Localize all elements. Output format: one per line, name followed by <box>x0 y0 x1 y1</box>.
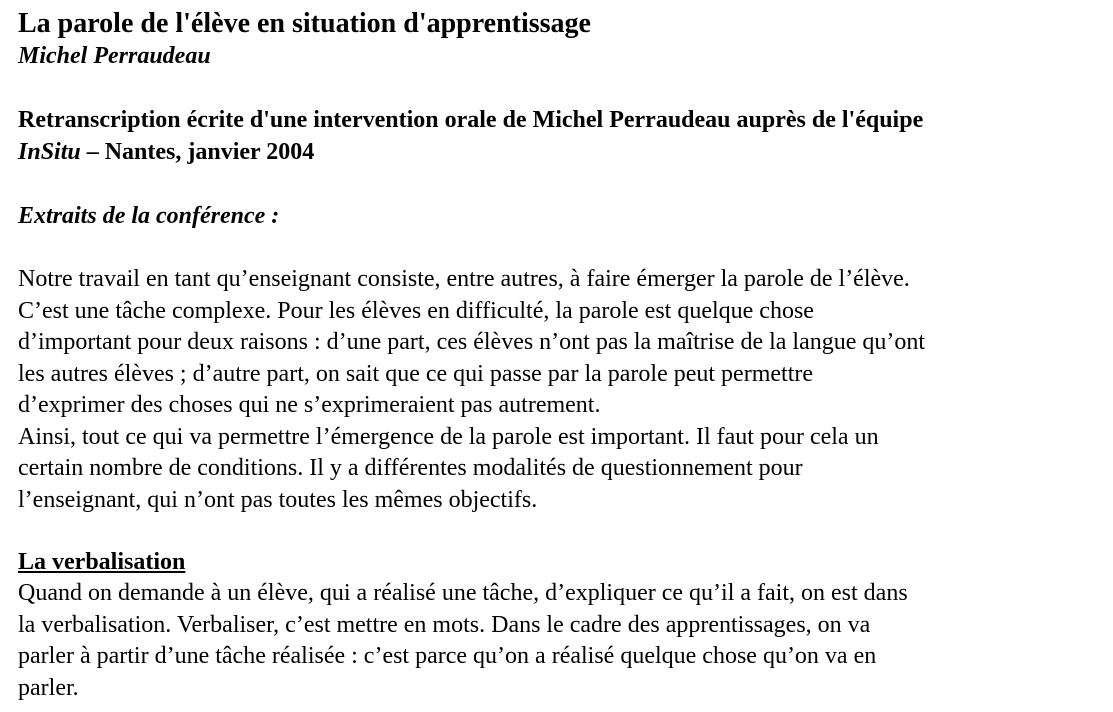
subtitle-place-date: – Nantes, janvier 2004 <box>80 139 315 165</box>
extracts-heading: Extraits de la conférence : <box>18 203 280 229</box>
paragraph-line: certain nombre de conditions. Il y a différentes modalités de questionnement pour <box>18 455 803 481</box>
paragraph-line: Quand on demande à un élève, qui a réalisé une tâche, d’expliquer ce qu’il a fait, on est dans <box>18 580 908 606</box>
paragraph-line: Notre travail en tant qu’enseignant consiste, entre autres, à faire émerger la parole de l’élève. <box>18 266 910 292</box>
paragraph-line: parler à partir d’une tâche réalisée : c’est parce qu’on a réalisé quelque chose qu’on va en <box>18 643 877 669</box>
document-title: La parole de l'élève en situation d'apprentissage <box>18 8 591 39</box>
paragraph-line: C’est une tâche complexe. Pour les élèves en difficulté, la parole est quelque chose <box>18 297 814 324</box>
paragraph-line: d’important pour deux raisons : d’une part, ces élèves n’ont pas la maîtrise de la langue qu’ont <box>18 329 926 355</box>
document-page <box>18 8 1098 704</box>
paragraph-line: l’enseignant, qui n’ont pas toutes les mêmes objectifs. <box>18 486 538 513</box>
paragraph-line: la verbalisation. Verbaliser, c’est mettre en mots. Dans le cadre des apprentissages, on va <box>18 611 871 638</box>
document-subtitle <box>18 104 1098 168</box>
paragraph-line: les autres élèves ; d’autre part, on sait que ce qui passe par la parole peut permettre <box>18 360 813 387</box>
paragraph-verbalisation <box>18 578 1098 704</box>
paragraph-intro <box>18 264 1098 516</box>
subtitle-line-1: Retranscription écrite d'une intervention orale de Michel Perraudeau auprès de l'équipe <box>18 107 924 133</box>
section-heading-verbalisation: La verbalisation <box>18 549 186 575</box>
paragraph-line: parler. <box>18 674 79 701</box>
document-author: Michel Perraudeau <box>18 43 211 69</box>
paragraph-line: Ainsi, tout ce qui va permettre l’émergence de la parole est important. Il faut pour cela un <box>18 423 879 450</box>
paragraph-line: d’exprimer des choses qui ne s’exprimeraient pas autrement. <box>18 392 601 418</box>
subtitle-team-name: InSitu <box>18 139 81 165</box>
